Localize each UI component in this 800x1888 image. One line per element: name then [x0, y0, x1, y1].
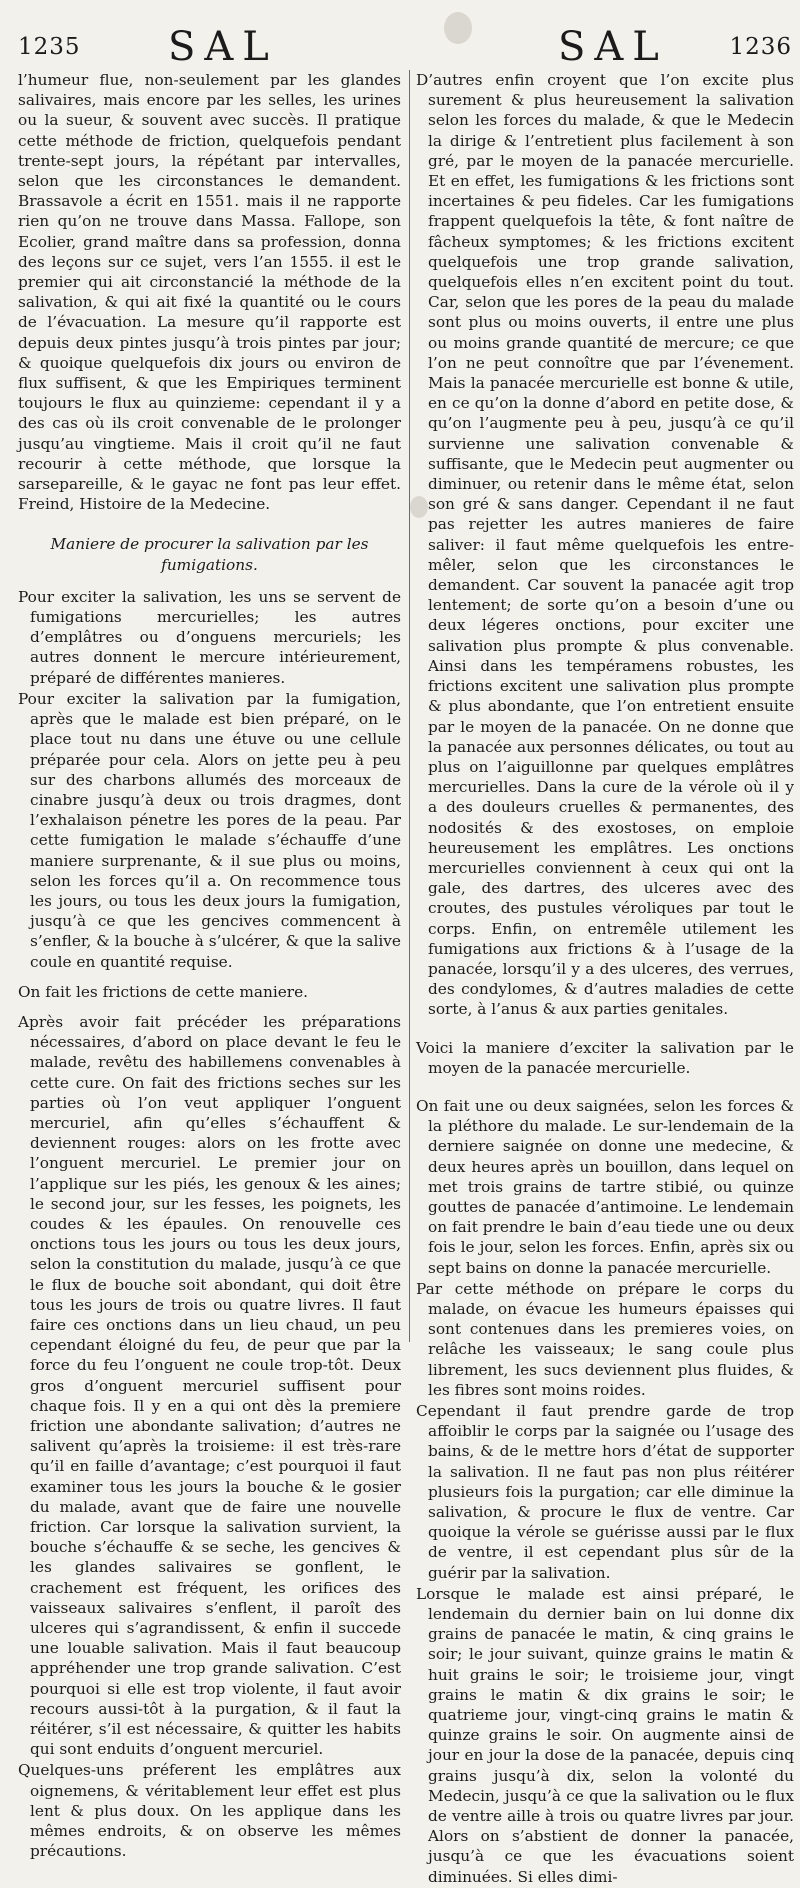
paragraph: Par cette méthode on prépare le corps du malade, on évacue les humeurs épaisses qui sont contenues dans les premieres voies, on relâche les vaisseaux; le sang coule plus librement, les sucs deviennent plus fluides, & les fibres sont moins roides. [416, 1279, 794, 1399]
section-heading: Maniere de procurer la salivation par les fumigations. [50, 535, 369, 574]
left-page-number: 1235 [18, 34, 81, 60]
page-header [18, 10, 796, 70]
paragraph: Après avoir fait précéder les préparations nécessaires, d’abord on place devant le feu le malade, revêtu des habillemens convenables à cette cure. On fait des frictions seches sur les parties où l’on veut appliquer l’onguent mercuriel, afin qu’elles s’échauffent & deviennent rouges: alors on les frotte avec l’onguent mercuriel. Le premier jour on l’applique sur les piés, les genoux & les aines; le second jour, sur les fesses, les poignets, les coudes & les épaules. On renouvelle ces onctions tous les jours ou tous les deux jours, selon la constitution du malade, jusqu’à ce que le flux de bouche soit abondant, qui doit être tous les jours de trois ou quatre livres. Il faut faire ces onctions dans un lieu chaud, un peu cependant éloigné du feu, de peur que par la force du feu l’onguent ne coule trop-tôt. Deux gros d’onguent mercuriel suffisent pour chaque fois. Il y en a qui ont dès la premiere friction une abondante salivation; d’autres ne salivent qu’après la troisieme: il est très-rare qu’il en faille d’avantage; c’est pourquoi il faut examiner tous les jours la bouche & le gosier du malade, avant que de faire une nouvelle friction. Car lorsque la salivation survient, la bouche s’échauffe & se seche, les gencives & les glandes salivaires se gonflent, le crachement est fréquent, les orifices des vaisseaux salivaires s’enflent, il paroît des ulceres qui s’agrandissent, & enfin il succede une louable salivation. Mais il faut beaucoup appréhender une trop grande salivation. C’est pourquoi si elle est trop violente, il faut avoir recours aussi-tôt à la purgation, & il faut la réitérer, s’il est nécessaire, & quitter les habits qui sont enduits d’onguent mercuriel. [18, 1012, 401, 1759]
left-column [18, 70, 401, 1862]
paragraph: Cependant il faut prendre garde de trop affoiblir le corps par la saignée ou l’usage des bains, & de le mettre hors d’état de supporter la salivation. Il ne faut pas non plus réitérer plusieurs fois la purgation; car elle diminue la salivation, & procure le flux de ventre. Car quoique la vérole se guérisse aussi par le flux de ventre, il est cependant plus sûr de la guérir par la salivation. [416, 1402, 794, 1582]
right-running-head: SAL [558, 24, 668, 70]
paragraph: l’humeur flue, non-seulement par les glandes salivaires, mais encore par les selles, les urines ou la sueur, & souvent avec succès. Il pratique cette méthode de friction, quelquefois pendant trente-sept jours, la répétant par intervalles, selon que les circonstances le demandent. Brassavole a écrit en 1551. mais il ne rapporte rien qu’on ne trouve dans Massa. Fallope, son Ecolier, grand maître dans sa profession, donna des leçons sur ce sujet, vers l’an 1555. il est le premier qui ait circonstancié la méthode de la salivation, & qui ait fixé la quantité ou le cours de l’évacuation. La mesure qu’il rapporte est depuis deux pintes jusqu’à trois pintes par jour; & quoique quelquefois dix jours ou environ de flux suffisent, & que les Empiriques terminent toujours le flux au quinzieme: cependant il y a des cas où ils croit convenable de le prolonger jusqu’au vingtieme. Mais il croit qu’il ne faut recourir à cette méthode, que lorsque la sarsepareille, & le gayac ne font pas leur effet. Freind, Histoire de la Medecine. [18, 71, 401, 514]
paragraph: Pour exciter la salivation par la fumigation, après que le malade est bien préparé, on le place tout nu dans une étuve ou une cellule préparée pour cela. Alors on jette peu à peu sur des charbons allumés des morceaux de cinabre jusqu’à deux ou trois dragmes, dont l’exhalaison pénetre les pores de la peau. Par cette fumigation le malade s’échauffe d’une maniere surprenante, & il sue plus ou moins, selon les forces qu’il a. On recommence tous les jours, ou tous les deux jours la fumigation, jusqu’à ce que les gencives commencent à s’enfler, & la bouche à s’ulcérer, & que la salive coule en quantité requise. [18, 689, 401, 971]
right-column [416, 70, 794, 1888]
paragraph: On fait une ou deux saignées, selon les forces & la pléthore du malade. Le sur-lendemain de la derniere saignée on donne une medecine, & deux heures après un bouillon, dans lequel on met trois grains de tartre stibié, ou quinze gouttes de panacée d’antimoine. Le lendemain on fait prendre le bain d’eau tiede une ou deux fois le jour, selon les forces. Enfin, après six ou sept bains on donne la panacée mercurielle. [416, 1096, 794, 1277]
paragraph: Quelques-uns préferent les emplâtres aux oignemens, & véritablement leur effet est plus lent & plus doux. On les applique dans les mêmes endroits, & on observe les mêmes précautions. [18, 1761, 401, 1861]
paragraph: Pour exciter la salivation, les uns se servent de fumigations mercurielles; les autres d’emplâtres ou d’onguens mercuriels; les autres donnent le mercure intérieurement, préparé de différentes manieres. [18, 587, 401, 687]
ink-blot-mark [444, 12, 472, 44]
left-running-head: SAL [168, 24, 278, 70]
paragraph: On fait les frictions de cette maniere. [18, 982, 309, 1001]
text-columns [18, 70, 796, 1886]
paragraph: D’autres enfin croyent que l’on excite plus surement & plus heureusement la salivation selon les forces du malade, & que le Medecin la dirige & l’entretient plus facilement à son gré, par le moyen de la panacée mercurielle. Et en effet, les fumigations & les frictions sont incertaines & peu fideles. Car les fumigations frappent quelquefois la tête, & font naître de fâcheux symptomes; & les frictions excitent quelquefois une trop grande salivation, quelquefois elles n’en excitent point du tout. Car, selon que les pores de la peau du malade sont plus ou moins ouverts, il entre une plus ou moins grande quantité de mercure; ce que l’on ne peut connoître que par l’évenement. Mais la panacée mercurielle est bonne & utile, en ce qu’on la donne d’abord en petite dose, & qu’on l’augmente peu à peu, jusqu’à ce qu’il survienne une salivation convenable & suffisante, que le Medecin peut augmenter ou diminuer, ou retenir dans le même état, selon son gré & sans danger. Cependant il ne faut pas rejetter les autres manieres de faire saliver: il faut même quelquefois les entre-mêler, selon que les circonstances le demandent. Car souvent la panacée agit trop lentement; de sorte qu’on a besoin d’une ou deux légeres onctions, pour exciter une salivation plus prompte & plus convenable. Ainsi dans les tempéramens robustes, les frictions excitent une salivation plus prompte & plus abondante, que l’on entretient ensuite par le moyen de la panacée. On ne donne que la panacée aux personnes délicates, ou tout au plus on l’aiguillonne par quelques emplâtres mercurielles. Dans la cure de la vérole où il y a des douleurs cruelles & permanentes, des nodosités & des exostoses, on emploie heureusement les emplâtres. Les onctions mercurielles conviennent à ceux qui ont la gale, des dartres, des ulceres avec des croutes, des pustules véroliques par tout le corps. Enfin, on entremêle utilement les fumigations aux frictions & à l’usage de la panacée, lorsqu’il y a des ulceres, des verrues, des condylomes, & d’autres maladies de cette sorte, à l’anus & aux parties genitales. [416, 71, 794, 1019]
right-page-number: 1236 [729, 34, 792, 60]
paragraph: Voici la maniere d’exciter la salivation par le moyen de la panacée mercurielle. [416, 1038, 794, 1077]
paragraph: Lorsque le malade est ainsi préparé, le lendemain du dernier bain on lui donne dix grains de panacée le matin, & cinq grains le soir; le jour suivant, quinze grains le matin & huit grains le soir; le troisieme jour, vingt grains le matin & dix grains le soir; le quatrieme jour, vingt-cinq grains le matin & quinze grains le soir. On augmente ainsi de jour en jour la dose de la panacée, depuis cinq grains jusqu’à dix, selon la volonté du Medecin, jusqu’à ce que la salivation ou le flux de ventre aille à trois ou quatre livres par jour. Alors on s’abstient de donner la panacée, jusqu’à ce que les évacuations soient diminuées. Si elles dimi- [416, 1584, 794, 1886]
